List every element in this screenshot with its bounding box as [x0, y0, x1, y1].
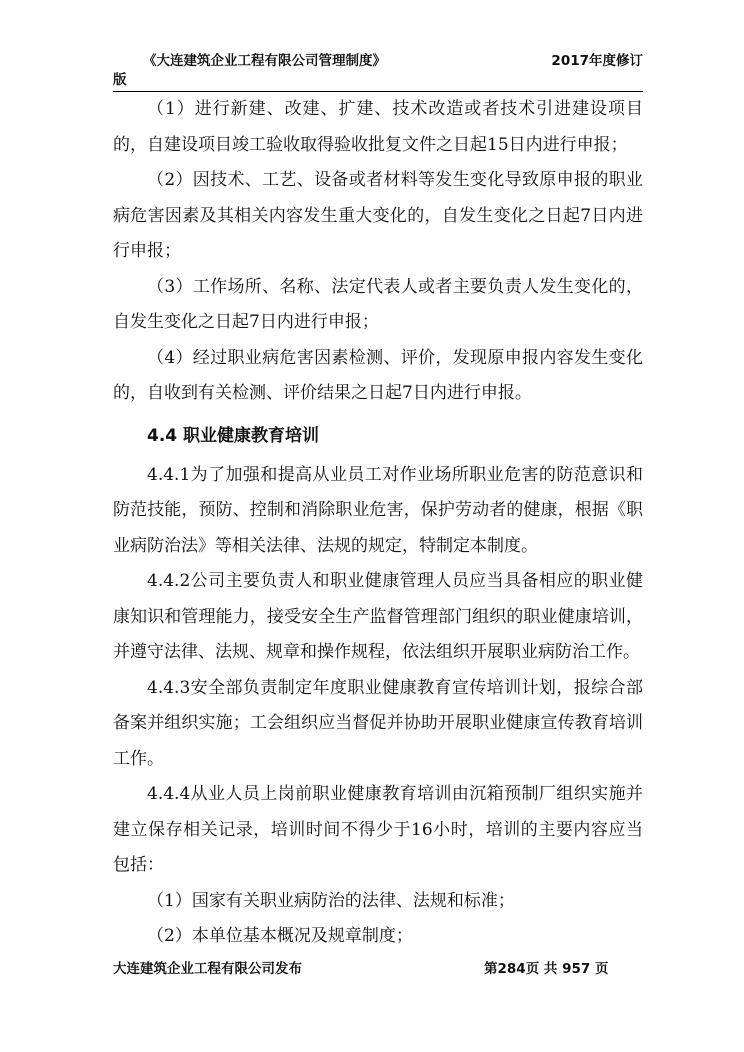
current-page: 284: [497, 961, 526, 977]
paragraph: （3）工作场所、名称、法定代表人或者主要负责人发生变化的，自发生变化之日起7日内进行申报；: [113, 276, 643, 332]
list-item: （1）国家有关职业病防治的法律、法规和标准；: [147, 890, 515, 911]
total-pages: 957: [562, 961, 591, 977]
paragraph: （1）进行新建、改建、扩建、技术改造或者技术引进建设项目的，自建设项目竣工验收取得验收批复文件之日起15日内进行申报；: [113, 99, 643, 155]
paragraph: （4）经过职业病危害因素检测、评价，发现原申报内容发生变化的，自收到有关检测、评价结果之日起7日内进行申报。: [113, 347, 643, 403]
page-number: 第284页 共 957 页: [484, 961, 609, 977]
paragraph: 4.4.4从业人员上岗前职业健康教育培训由沉箱预制厂组织实施并建立保存相关记录，培训时间不得少于16小时，培训的主要内容应当包括：: [113, 784, 643, 875]
revision-label: 2017年度修订: [551, 53, 643, 69]
publisher: 大连建筑企业工程有限公司发布: [113, 961, 302, 977]
revision-label-continued: 版: [113, 72, 127, 88]
paragraph: 4.4.1为了加强和提高从业员工对作业场所职业危害的防范意识和防范技能，预防、控制和消除职业危害，保护劳动者的健康，根据《职业病防治法》等相关法律、法规的规定，特制定本制度。: [113, 464, 643, 556]
paragraph: （2）因技术、工艺、设备或者材料等发生变化导致原申报的职业病危害因素及其相关内容发生重大变化的，自发生变化之日起7日内进行申报；: [113, 170, 643, 261]
paragraph: 4.4.2公司主要负责人和职业健康管理人员应当具备相应的职业健康知识和管理能力，接受安全生产监督管理部门组织的职业健康培训，并遵守法律、法规、规章和操作规程，依法组织开展职业病防治工作。: [113, 571, 643, 662]
paragraph: 4.4.3安全部负责制定年度职业健康教育宣传培训计划，报综合部备案并组织实施；工会组织应当督促并协助开展职业健康宣传教育培训工作。: [113, 677, 643, 769]
document-title: 《大连建筑企业工程有限公司管理制度》: [143, 53, 386, 69]
list-item: （2）本单位基本概况及规章制度；: [147, 926, 413, 946]
section-heading: 4.4 职业健康教育培训: [147, 425, 320, 446]
document-body: [113, 92, 643, 955]
